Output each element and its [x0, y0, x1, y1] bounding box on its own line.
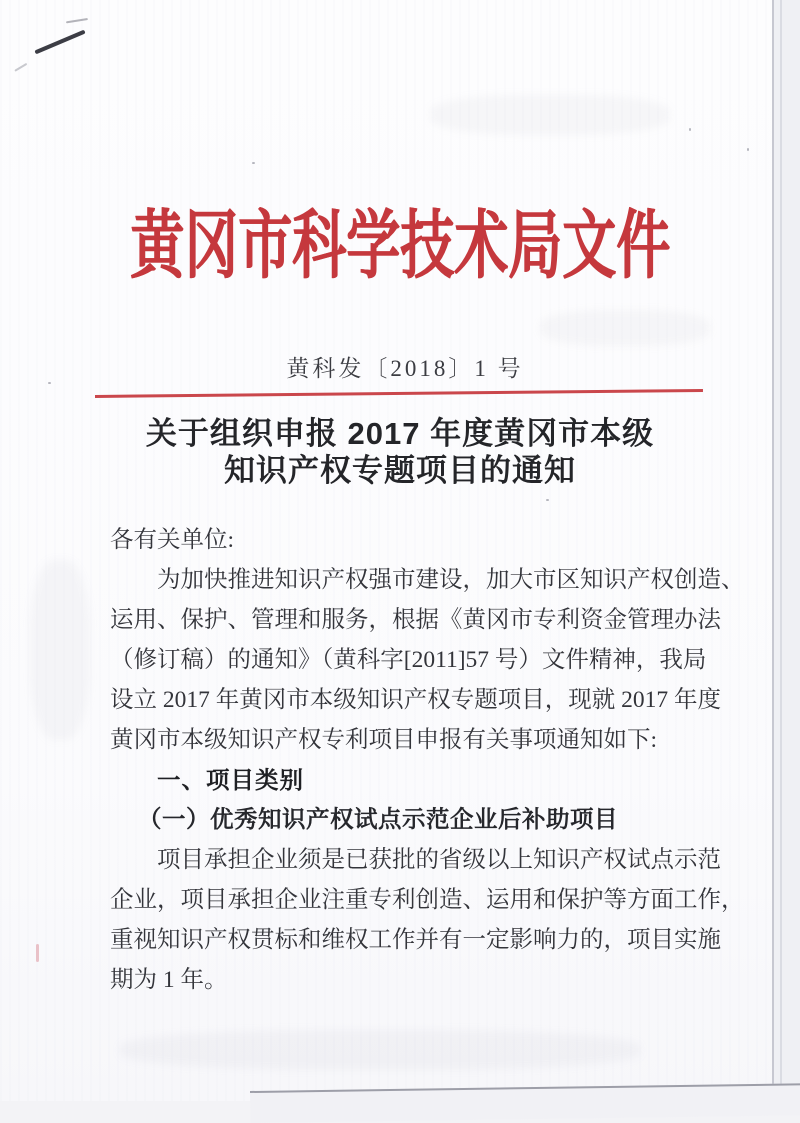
pink-edge-mark	[36, 944, 39, 962]
salutation: 各有关单位:	[110, 527, 235, 553]
pen-mark	[34, 30, 85, 55]
body-line: （修订稿）的通知》（黄科字[2011]57 号）文件精神，我局	[110, 647, 707, 673]
doc-number: 黄科发〔2018〕1 号	[286, 356, 524, 381]
body-line: 为加快推进知识产权强市建设，加大市区知识产权创造、	[157, 567, 745, 593]
body-line: 项目承担企业须是已获批的省级以上知识产权试点示范	[157, 847, 721, 873]
body-line: 期为 1 年。	[110, 967, 228, 993]
red-divider-line	[95, 389, 703, 398]
section-heading: 一、项目类别	[157, 767, 304, 793]
document-title-line1: 关于组织申报 2017 年度黄冈市本级	[145, 416, 655, 451]
body-line: 重视知识产权贯标和维权工作并有一定影响力的，项目实施	[110, 927, 721, 953]
scan-smudge	[30, 560, 90, 740]
scan-smudge	[540, 310, 710, 346]
body-line: 设立 2017 年黄冈市本级知识产权专题项目，现就 2017 年度	[110, 687, 721, 713]
scan-smudge	[430, 95, 670, 135]
scan-speck	[546, 499, 549, 501]
page-edge-right	[772, 0, 800, 1101]
document-title	[0, 415, 800, 489]
document-title-line2: 知识产权专题项目的通知	[224, 453, 576, 488]
scan-speck	[689, 128, 691, 131]
subsection-heading: （一）优秀知识产权试点示范企业后补助项目	[138, 807, 618, 833]
agency-banner-title: 黄冈市科学技术局文件	[130, 204, 670, 288]
body-line: 企业，项目承担企业注重专利创造、运用和保护等方面工作，	[110, 887, 745, 913]
scan-speck	[747, 148, 749, 151]
scan-speck	[252, 162, 255, 164]
scan-smudge	[120, 1030, 640, 1070]
document-body	[110, 520, 745, 1000]
body-line: 黄冈市本级知识产权专利项目申报有关事项通知如下:	[110, 727, 658, 753]
body-line: 运用、保护、管理和服务，根据《黄冈市专利资金管理办法	[110, 607, 721, 633]
